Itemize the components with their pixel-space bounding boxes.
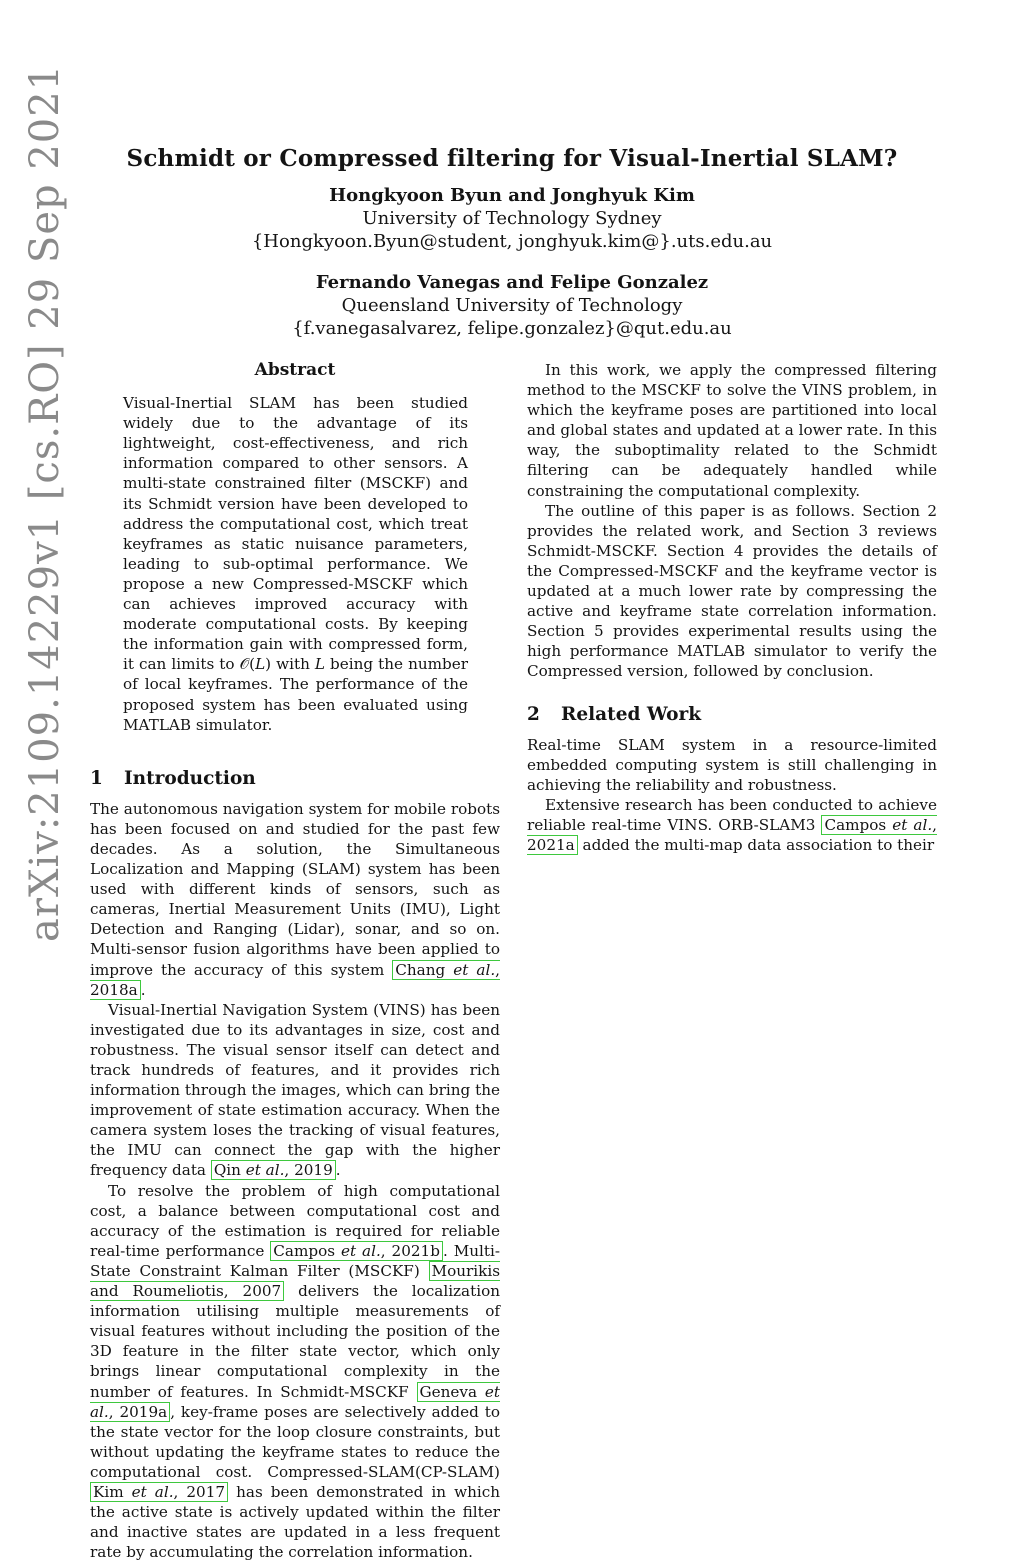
- arxiv-identifier: arXiv:2109.14229v1 [cs.RO] 29 Sep 2021: [22, 63, 68, 942]
- author-names: Hongkyoon Byun and Jonghyuk Kim: [329, 185, 695, 206]
- author-names: Fernando Vanegas and Felipe Gonzalez: [315, 272, 709, 293]
- intro-paragraph-4: In this work, we apply the compressed filtering method to the MSCKF to solve the VINS problem, in which the keyframe poses are partitioned into local and global states and updated at a lower rate. In this way, the suboptimality related to the Schmidt filtering can be adequately handled while constraining the computational complexity.: [527, 361, 937, 500]
- citation-link[interactable]: Qin et al., 2019: [211, 1160, 336, 1180]
- author-block-2: [0, 271, 1024, 340]
- intro-paragraph-1: The autonomous navigation system for mobile robots has been focused on and studied for the past few decades. As a solution, the Simultaneous Localization and Mapping (SLAM) system has been used with different kinds of sensors, such as cameras, Inertial Measurement Units (IMU), Light Detection and Ranging (Lidar), sonar, and so on. Multi-sensor fusion algorithms have been applied to improve the accuracy of this system Chang et al., 2018a .: [90, 799, 500, 999]
- related-paragraph-2: Extensive research has been conducted to achieve reliable real-time VINS. ORB-SLAM3 Campos et al., 2021a added the multi-map data association to their: [527, 795, 937, 855]
- citation-link[interactable]: Kim et al., 2017: [90, 1482, 228, 1502]
- related-paragraph-1: Real-time SLAM system in a resource-limited embedded computing system is still challenging in achieving the reliability and robustness.: [527, 735, 937, 794]
- section-title: Introduction: [124, 767, 256, 789]
- right-column: [527, 360, 937, 855]
- citation-link[interactable]: Campos et al., 2021a: [527, 815, 937, 855]
- citation-link[interactable]: Campos et al., 2021b: [270, 1241, 443, 1261]
- abstract-heading: Abstract: [254, 360, 336, 380]
- author-affiliation: Queensland University of Technology: [341, 295, 683, 316]
- citation-link[interactable]: Mourikis and Roumeliotis, 2007: [90, 1261, 500, 1301]
- author-email: {Hongkyoon.Byun@student, jonghyuk.kim@}.uts.edu.au: [251, 231, 773, 252]
- section-number: 2: [527, 703, 540, 725]
- section-number: 1: [90, 767, 103, 789]
- intro-paragraph-3: To resolve the problem of high computational cost, a balance between computational cost and accuracy of the estimation is required for reliable real-time performance Campos et al., 2021b . Multi-State Constraint Kalman Filter (MSCKF) Mourikis and Roumeliotis, 2007 delivers the localization information utilising multiple measurements of visual features without including the position of the 3D feature in the filter state vector, which only brings linear computational complexity in the number of features. In Schmidt-MSCKF Geneva et al., 2019a , key-frame poses are selectively added to the state vector for the loop closure constraints, but without updating the keyframe states to reduce the computational cost. Compressed-SLAM(CP-SLAM) Kim et al., 2017 has been demonstrated in which the active state is actively updated within the filter and inactive states are updated in a less frequent rate by accumulating the correlation information.: [90, 1181, 501, 1562]
- abstract-text: Visual-Inertial SLAM has been studied widely due to the advantage of its lightweight, cost-effectiveness, and rich information compared to other sensors. A multi-state constrained filter (MSCKF) and its Schmidt version have been developed to address the computational cost, which treat keyframes as static nuisance parameters, leading to sub-optimal performance. We propose a new Compressed-MSCKF which can achieves improved accuracy with moderate computational costs. By keeping the information gain with compressed form, it can limits to 𝒪(𝐿) with 𝐿 being the number of local keyframes. The performance of the proposed system has been evaluated using MATLAB simulator.: [123, 394, 468, 734]
- author-affiliation: University of Technology Sydney: [362, 208, 662, 229]
- intro-paragraph-2: Visual-Inertial Navigation System (VINS) has been investigated due to its advantages in size, cost and robustness. The visual sensor itself can detect and track hundreds of features, and it provides rich information through the images, which can bring the improvement of state estimation accuracy. When the camera system loses the tracking of visual features, the IMU can connect the gap with the higher frequency data Qin et al., 2019 .: [90, 1000, 500, 1180]
- citation-link[interactable]: Geneva et al., 2019a: [90, 1382, 501, 1421]
- section-title: Related Work: [561, 703, 702, 725]
- author-block-1: [0, 184, 1024, 253]
- section-heading-related-work: [527, 705, 937, 725]
- citation-link[interactable]: Chang et al., 2018a: [90, 960, 500, 999]
- section-heading-introduction: [90, 769, 500, 789]
- author-email: {f.vanegasalvarez, felipe.gonzalez}@qut.edu.au: [292, 318, 732, 339]
- intro-paragraph-5: The outline of this paper is as follows. Section 2 provides the related work, and Section 3 reviews Schmidt-MSCKF. Section 4 provides the details of the Compressed-MSCKF and the keyframe vector is updated at a much lower rate by compressing the active and keyframe state correlation information. Section 5 provides experimental results using the high performance MATLAB simulator to verify the Compressed version, followed by conclusion.: [527, 501, 937, 681]
- paper-title: Schmidt or Compressed filtering for Visual-Inertial SLAM?: [126, 145, 898, 172]
- left-column: [90, 360, 500, 1562]
